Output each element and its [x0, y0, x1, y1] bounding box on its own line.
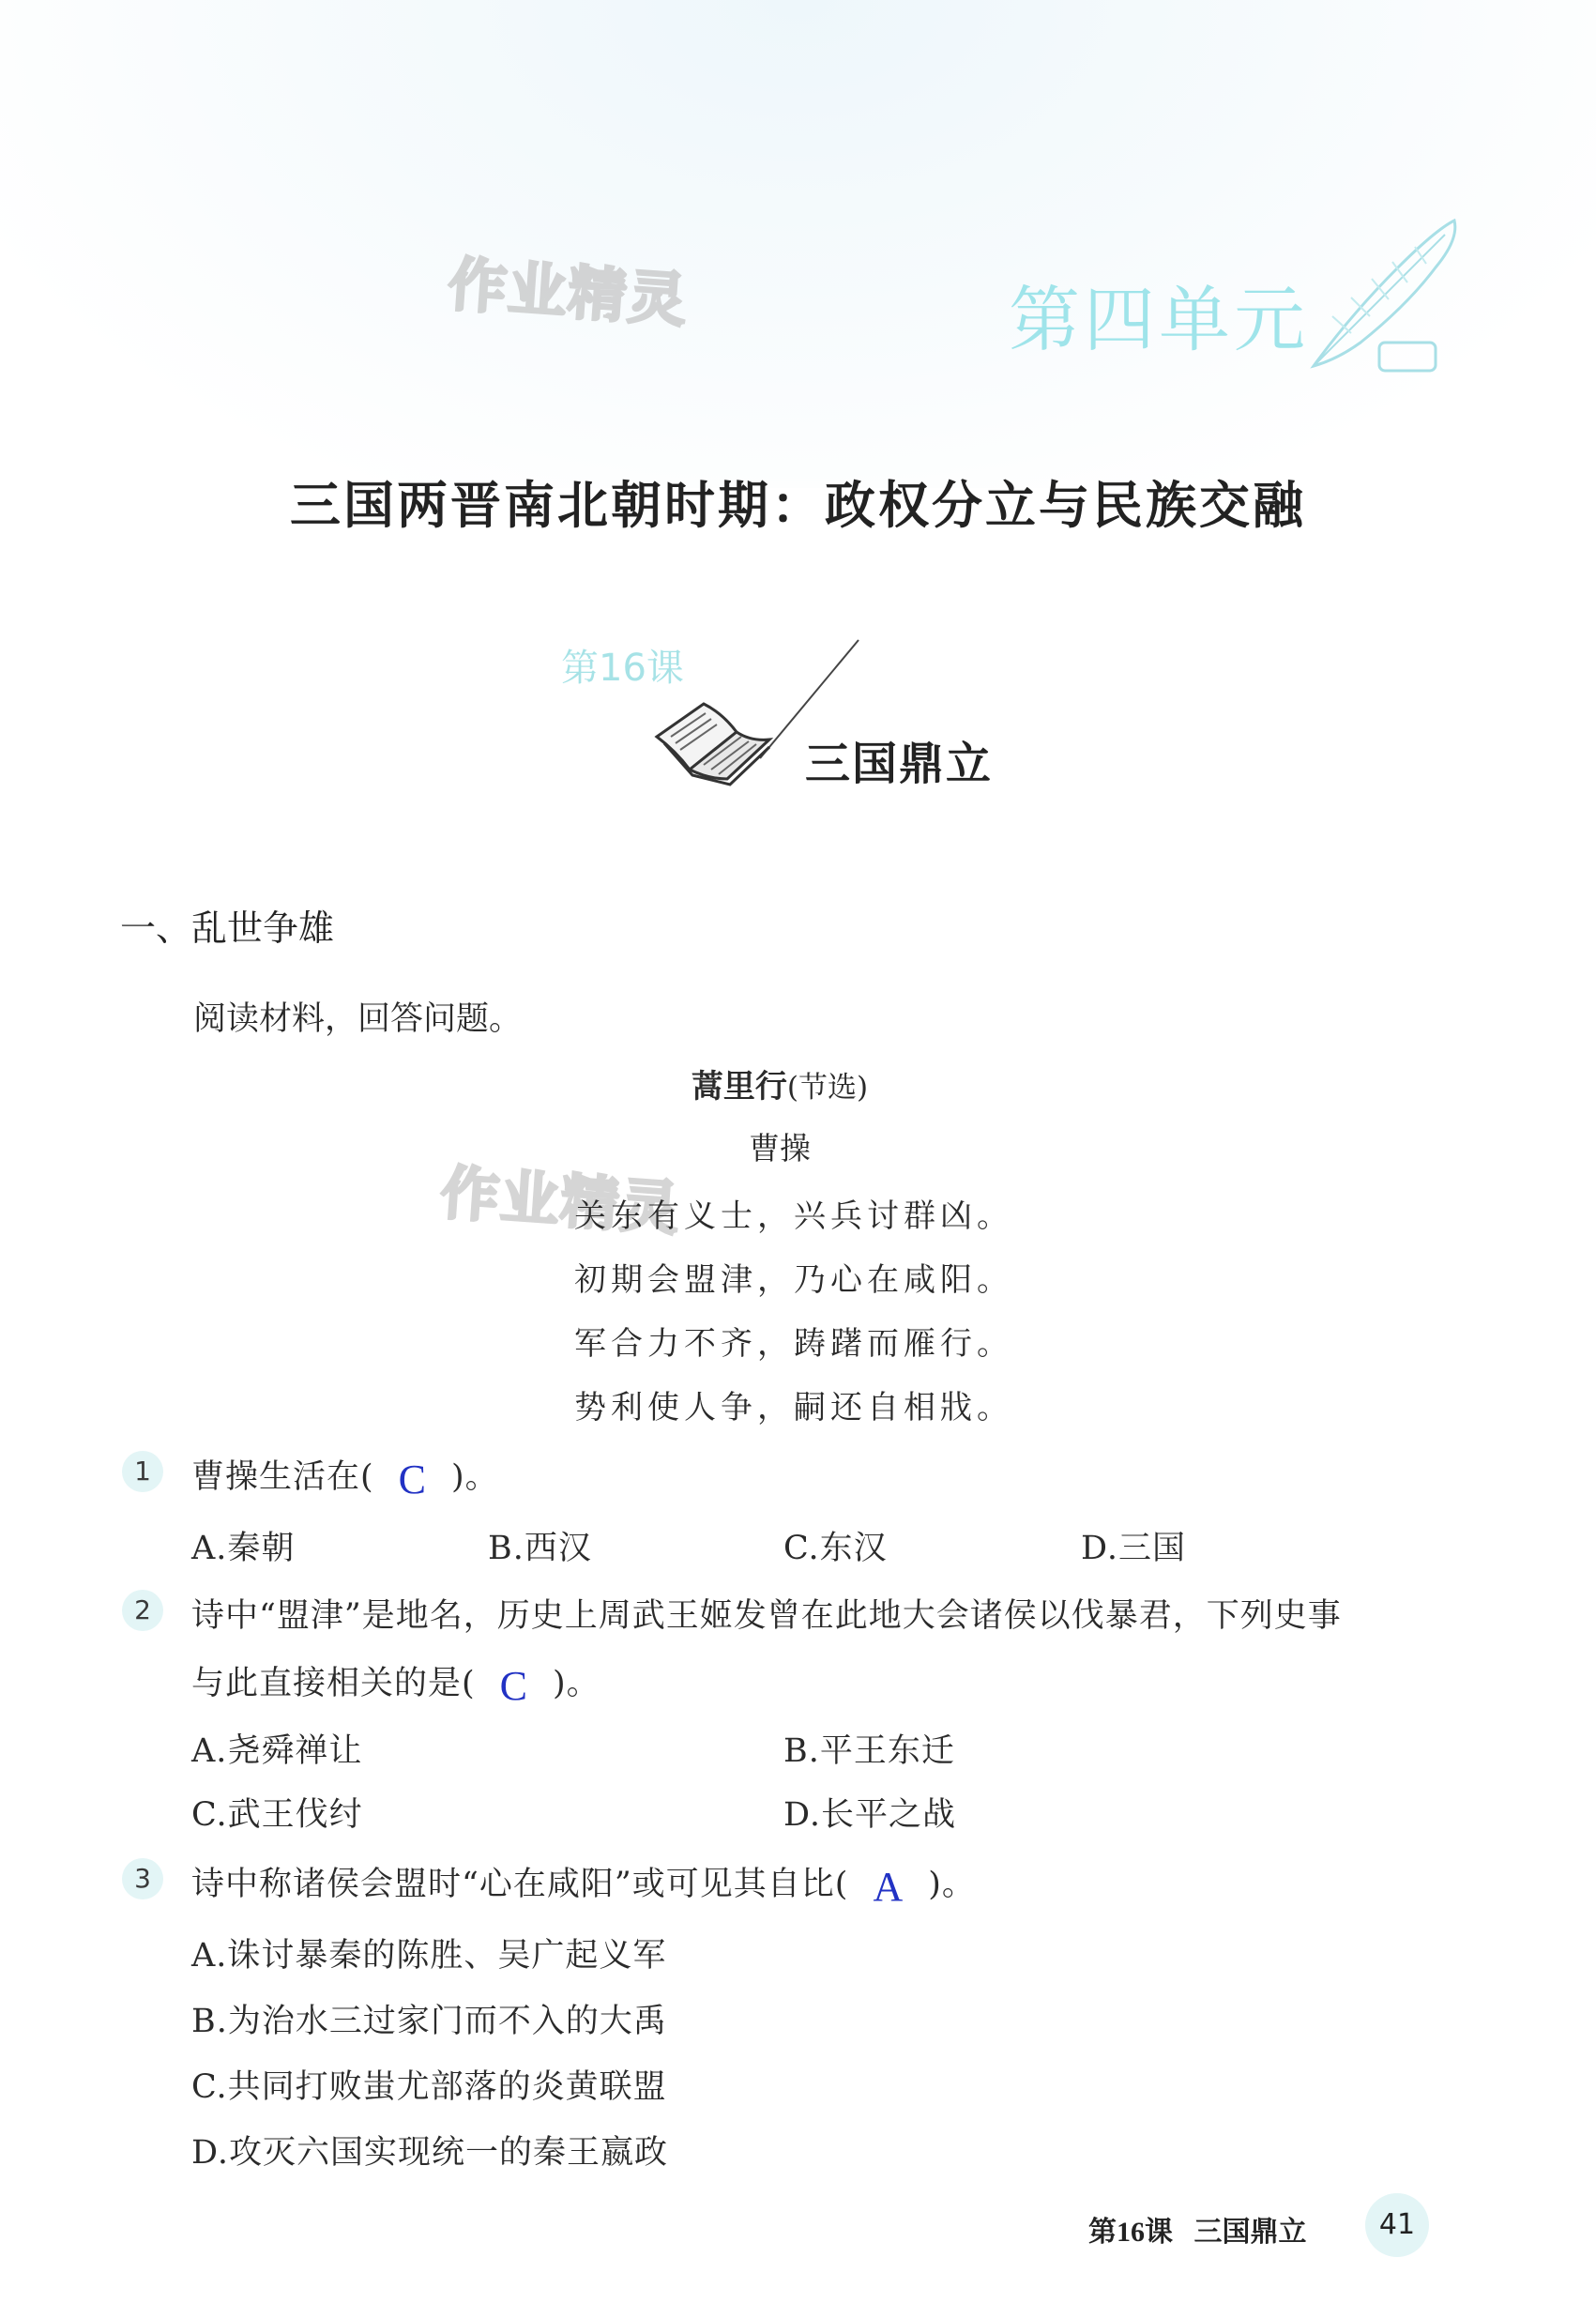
footer-lesson-name: 三国鼎立 — [1193, 2217, 1307, 2248]
question-stem: 曹操生活在( — [191, 1458, 374, 1496]
poem-title-text: 蒿里行 — [691, 1068, 787, 1106]
question-number: 3 — [122, 1858, 163, 1899]
option: B.西汉 — [488, 1530, 592, 1567]
open-book-icon — [647, 685, 779, 788]
option: A.诛讨暴秦的陈胜、吴广起义军 — [191, 1937, 667, 1975]
option: C.东汉 — [783, 1530, 888, 1567]
watermark: 作业精灵 — [438, 1158, 683, 1243]
poem-author: 曹操 — [749, 1130, 811, 1167]
poem-line: 军合力不齐，踌躇而雁行。 — [574, 1325, 1013, 1363]
option: C.共同打败蚩尤部落的炎黄联盟 — [191, 2068, 667, 2106]
section-heading: 一、乱世争雄 — [120, 907, 335, 949]
poem-line: 关东有义士，兴兵讨群凶。 — [574, 1197, 1013, 1235]
question-text — [191, 1451, 499, 1503]
answer-mark: C — [398, 1457, 428, 1502]
poem-title — [0, 1060, 1559, 1106]
answer-mark: A — [873, 1864, 904, 1910]
unit-title: 第四单元 — [1009, 278, 1309, 361]
answer-mark: C — [499, 1663, 529, 1709]
question-number: 1 — [122, 1451, 163, 1492]
quill-feather-icon — [1295, 211, 1482, 380]
question-text — [191, 1657, 600, 1710]
question-stem-end: )。 — [451, 1458, 499, 1496]
page-number: 41 — [1365, 2193, 1429, 2257]
option: C.武王伐纣 — [191, 1796, 363, 1834]
poem-subtitle: (节选) — [786, 1071, 869, 1105]
poem-line: 势利使人争，嗣还自相戕。 — [574, 1389, 1013, 1426]
option: D.攻灭六国实现统一的秦王嬴政 — [191, 2134, 668, 2172]
option: A.尧舜禅让 — [191, 1732, 363, 1770]
main-title: 三国两晋南北朝时期：政权分立与民族交融 — [290, 476, 1306, 535]
question-stem-end: )。 — [553, 1665, 600, 1702]
option: D.三国 — [1081, 1530, 1186, 1567]
lesson-title: 三国鼎立 — [805, 738, 994, 790]
question-number: 2 — [122, 1590, 163, 1631]
option: A.秦朝 — [191, 1530, 296, 1567]
option: D.长平之战 — [783, 1796, 956, 1834]
option: B.为治水三过家门而不入的大禹 — [191, 2003, 667, 2040]
question-text — [191, 1858, 976, 1911]
option: B.平王东迁 — [783, 1732, 955, 1770]
poem-line: 初期会盟津，乃心在咸阳。 — [574, 1261, 1013, 1299]
footer-lesson-label: 第16课 — [1088, 2217, 1173, 2248]
question-stem-end: )。 — [928, 1866, 976, 1903]
question-text: 诗中“盟津”是地名，历史上周武王姬发曾在此地大会诸侯以伐暴君，下列史事 — [191, 1597, 1342, 1635]
instruction-text: 阅读材料，回答问题。 — [193, 1000, 523, 1038]
watermark: 作业精灵 — [446, 250, 691, 335]
lesson-number: 第16课 — [561, 647, 684, 690]
question-stem: 与此直接相关的是( — [191, 1665, 476, 1702]
footer-lesson — [1088, 2208, 1307, 2250]
question-stem: 诗中称诸侯会盟时“心在咸阳”或可见其自比( — [191, 1866, 849, 1903]
